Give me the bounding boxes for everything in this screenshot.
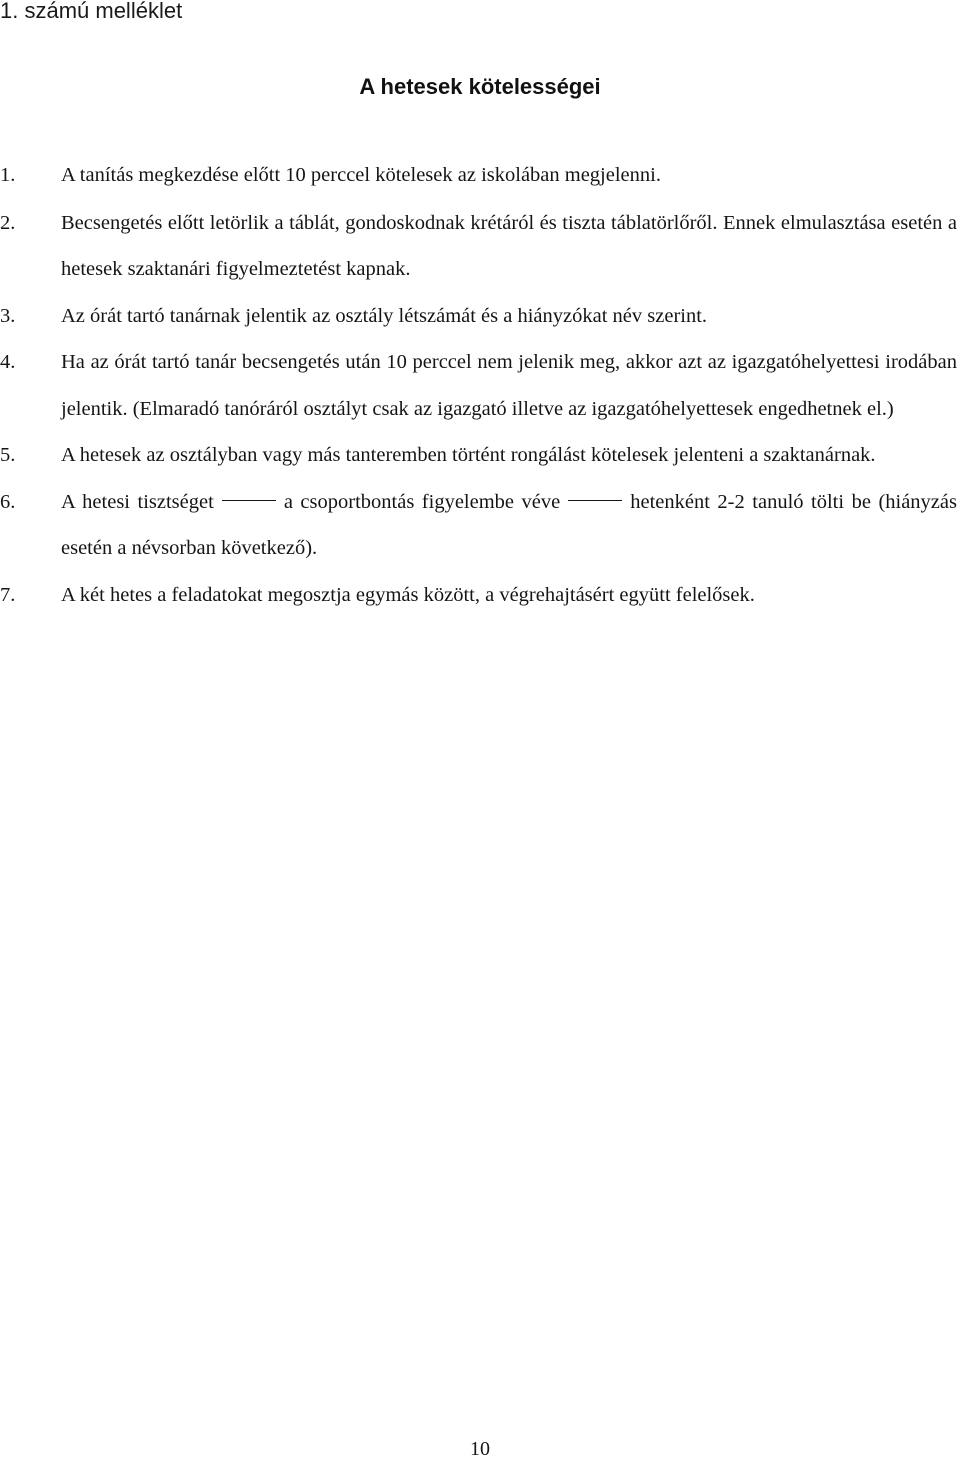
document-title: A hetesek kötelességei (359, 74, 601, 99)
list-item-text: Ha az órát tartó tanár becsengetés után 10 perccel nem jelenik meg, akkor azt az igazgatóhelyettesi irodában jelentik. (Elmaradó tanóráról osztályt csak az igazgató illetve az igazgatóhelyettesek engedhetnek el.) (61, 351, 957, 420)
list-item-number: 5. (0, 444, 16, 466)
list-item-number: 4. (0, 351, 16, 373)
em-dash (222, 500, 276, 501)
list-item-text: Becsengetés előtt letörlik a táblát, gondoskodnak krétáról és tiszta táblatörlőről. Ennek elmulasztása esetén a hetesek szaktanári figyelmeztetést kapnak. (61, 211, 957, 280)
list-item-text: A hetesek az osztályban vagy más tanteremben történt rongálást kötelesek jelenteni a szaktanárnak. (61, 444, 876, 466)
list-item (0, 479, 957, 572)
list-item-number: 3. (0, 304, 16, 327)
em-dash (568, 500, 622, 501)
page-number: 10 (470, 1438, 490, 1460)
list-item-number: 1. (0, 164, 16, 186)
list-item-text-after: hetenként 2-2 tanuló tölti be (hiányzás esetén a névsorban következő). (61, 490, 957, 559)
list-item-number: 6. (0, 490, 16, 513)
list-item-text: A két hetes a feladatokat megosztja egymás között, a végrehajtásért együtt felelősek. (61, 583, 755, 606)
list-item-number: 7. (0, 583, 16, 606)
list-item-text: A tanítás megkezdése előtt 10 perccel kötelesek az iskolában megjelenni. (61, 164, 661, 186)
list-item (0, 432, 957, 479)
annex-label: 1. számú melléklet (0, 0, 183, 23)
list-item-text-before: A hetesi tisztséget (61, 490, 214, 513)
list-item-text: Az órát tartó tanárnak jelentik az osztály létszámát és a hiányzókat név szerint. (61, 304, 708, 327)
list-item (0, 572, 957, 619)
list-item-text-middle: a csoportbontás figyelembe véve (283, 490, 561, 513)
list-item (0, 293, 957, 340)
list-item (0, 152, 957, 199)
list-item (0, 200, 957, 293)
duties-list (0, 152, 957, 618)
list-item-number: 2. (0, 211, 16, 234)
list-item (0, 339, 957, 432)
